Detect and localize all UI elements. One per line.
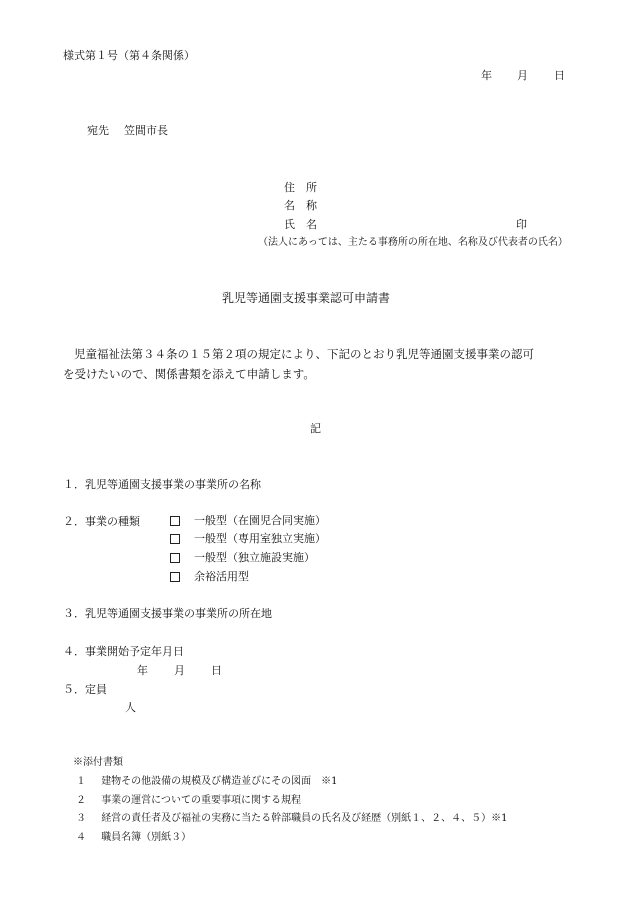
- attachment-number: ３: [76, 813, 86, 824]
- option-row[interactable]: [170, 533, 326, 544]
- attachment-item: [76, 796, 301, 806]
- attachment-item: [76, 814, 508, 824]
- body-line-2: を受けたいので、関係書類を添えて申請します。: [63, 367, 315, 381]
- attachment-text: 経営の責任者及び福祉の実務に当たる幹部職員の氏名及び経歴（別紙１、２、４、５）※1: [101, 813, 508, 824]
- option-label: 一般型（専用室独立実施）: [194, 532, 326, 545]
- option-label: 余裕活用型: [194, 570, 249, 583]
- ki-marker: 記: [310, 422, 321, 435]
- option-row[interactable]: [170, 552, 315, 563]
- item-2-label: ２．事業の種類: [63, 515, 140, 528]
- checkbox[interactable]: [170, 572, 180, 582]
- checkbox[interactable]: [170, 534, 180, 544]
- document-title: 乳児等通園支援事業認可申請書: [222, 291, 391, 305]
- item-1-facility-name: １．乳児等通園支援事業の事業所の名称: [63, 478, 261, 491]
- option-row[interactable]: [170, 571, 249, 582]
- name-label: 名 称: [284, 199, 317, 212]
- attachment-number: ４: [76, 832, 86, 843]
- attachment-item: [76, 833, 191, 843]
- item-5-capacity: ５．定員: [63, 683, 107, 696]
- date-day-label: 日: [554, 69, 565, 82]
- addressee-prefix: 宛先: [87, 124, 109, 137]
- attachment-item: [76, 777, 338, 787]
- checkbox[interactable]: [170, 516, 180, 526]
- attachment-text: 事業の運営についての重要事項に関する規程: [101, 795, 301, 806]
- attachment-text: 建物その他設備の規模及び構造並びにその図面 ※1: [101, 776, 338, 787]
- address-label: 住 所: [284, 181, 317, 194]
- start-day-label: 日: [211, 664, 222, 677]
- person-label: 氏 名: [284, 218, 317, 231]
- start-year-label: 年: [137, 664, 148, 677]
- date-year-label: 年: [481, 69, 492, 82]
- start-month-label: 月: [174, 664, 185, 677]
- item-4-start-date: ４．事業開始予定年月日: [63, 645, 184, 658]
- form-number: 様式第１号（第４条関係）: [63, 49, 195, 62]
- option-row[interactable]: [170, 515, 326, 526]
- option-label: 一般型（在園児合同実施）: [194, 514, 326, 527]
- attachment-number: ２: [76, 795, 86, 806]
- applicant-note: （法人にあっては、主たる事務所の所在地、名称及び代表者の氏名）: [258, 237, 568, 248]
- date-month-label: 月: [517, 69, 528, 82]
- item-3-facility-location: ３．乳児等通園支援事業の事業所の所在地: [63, 607, 272, 620]
- option-label: 一般型（独立施設実施）: [194, 551, 315, 564]
- checkbox[interactable]: [170, 553, 180, 563]
- seal-mark: 印: [516, 218, 527, 231]
- attachment-number: １: [76, 776, 86, 787]
- addressee-name: 笠間市長: [124, 124, 168, 137]
- capacity-unit: 人: [125, 701, 136, 714]
- attachments-heading: ※添付書類: [73, 757, 123, 768]
- body-paragraph: [63, 344, 583, 384]
- attachment-text: 職員名簿（別紙３）: [101, 832, 192, 843]
- body-line-1: 児童福祉法第３４条の１５第２項の規定により、下記のとおり乳児等通園支援事業の認可: [74, 347, 534, 361]
